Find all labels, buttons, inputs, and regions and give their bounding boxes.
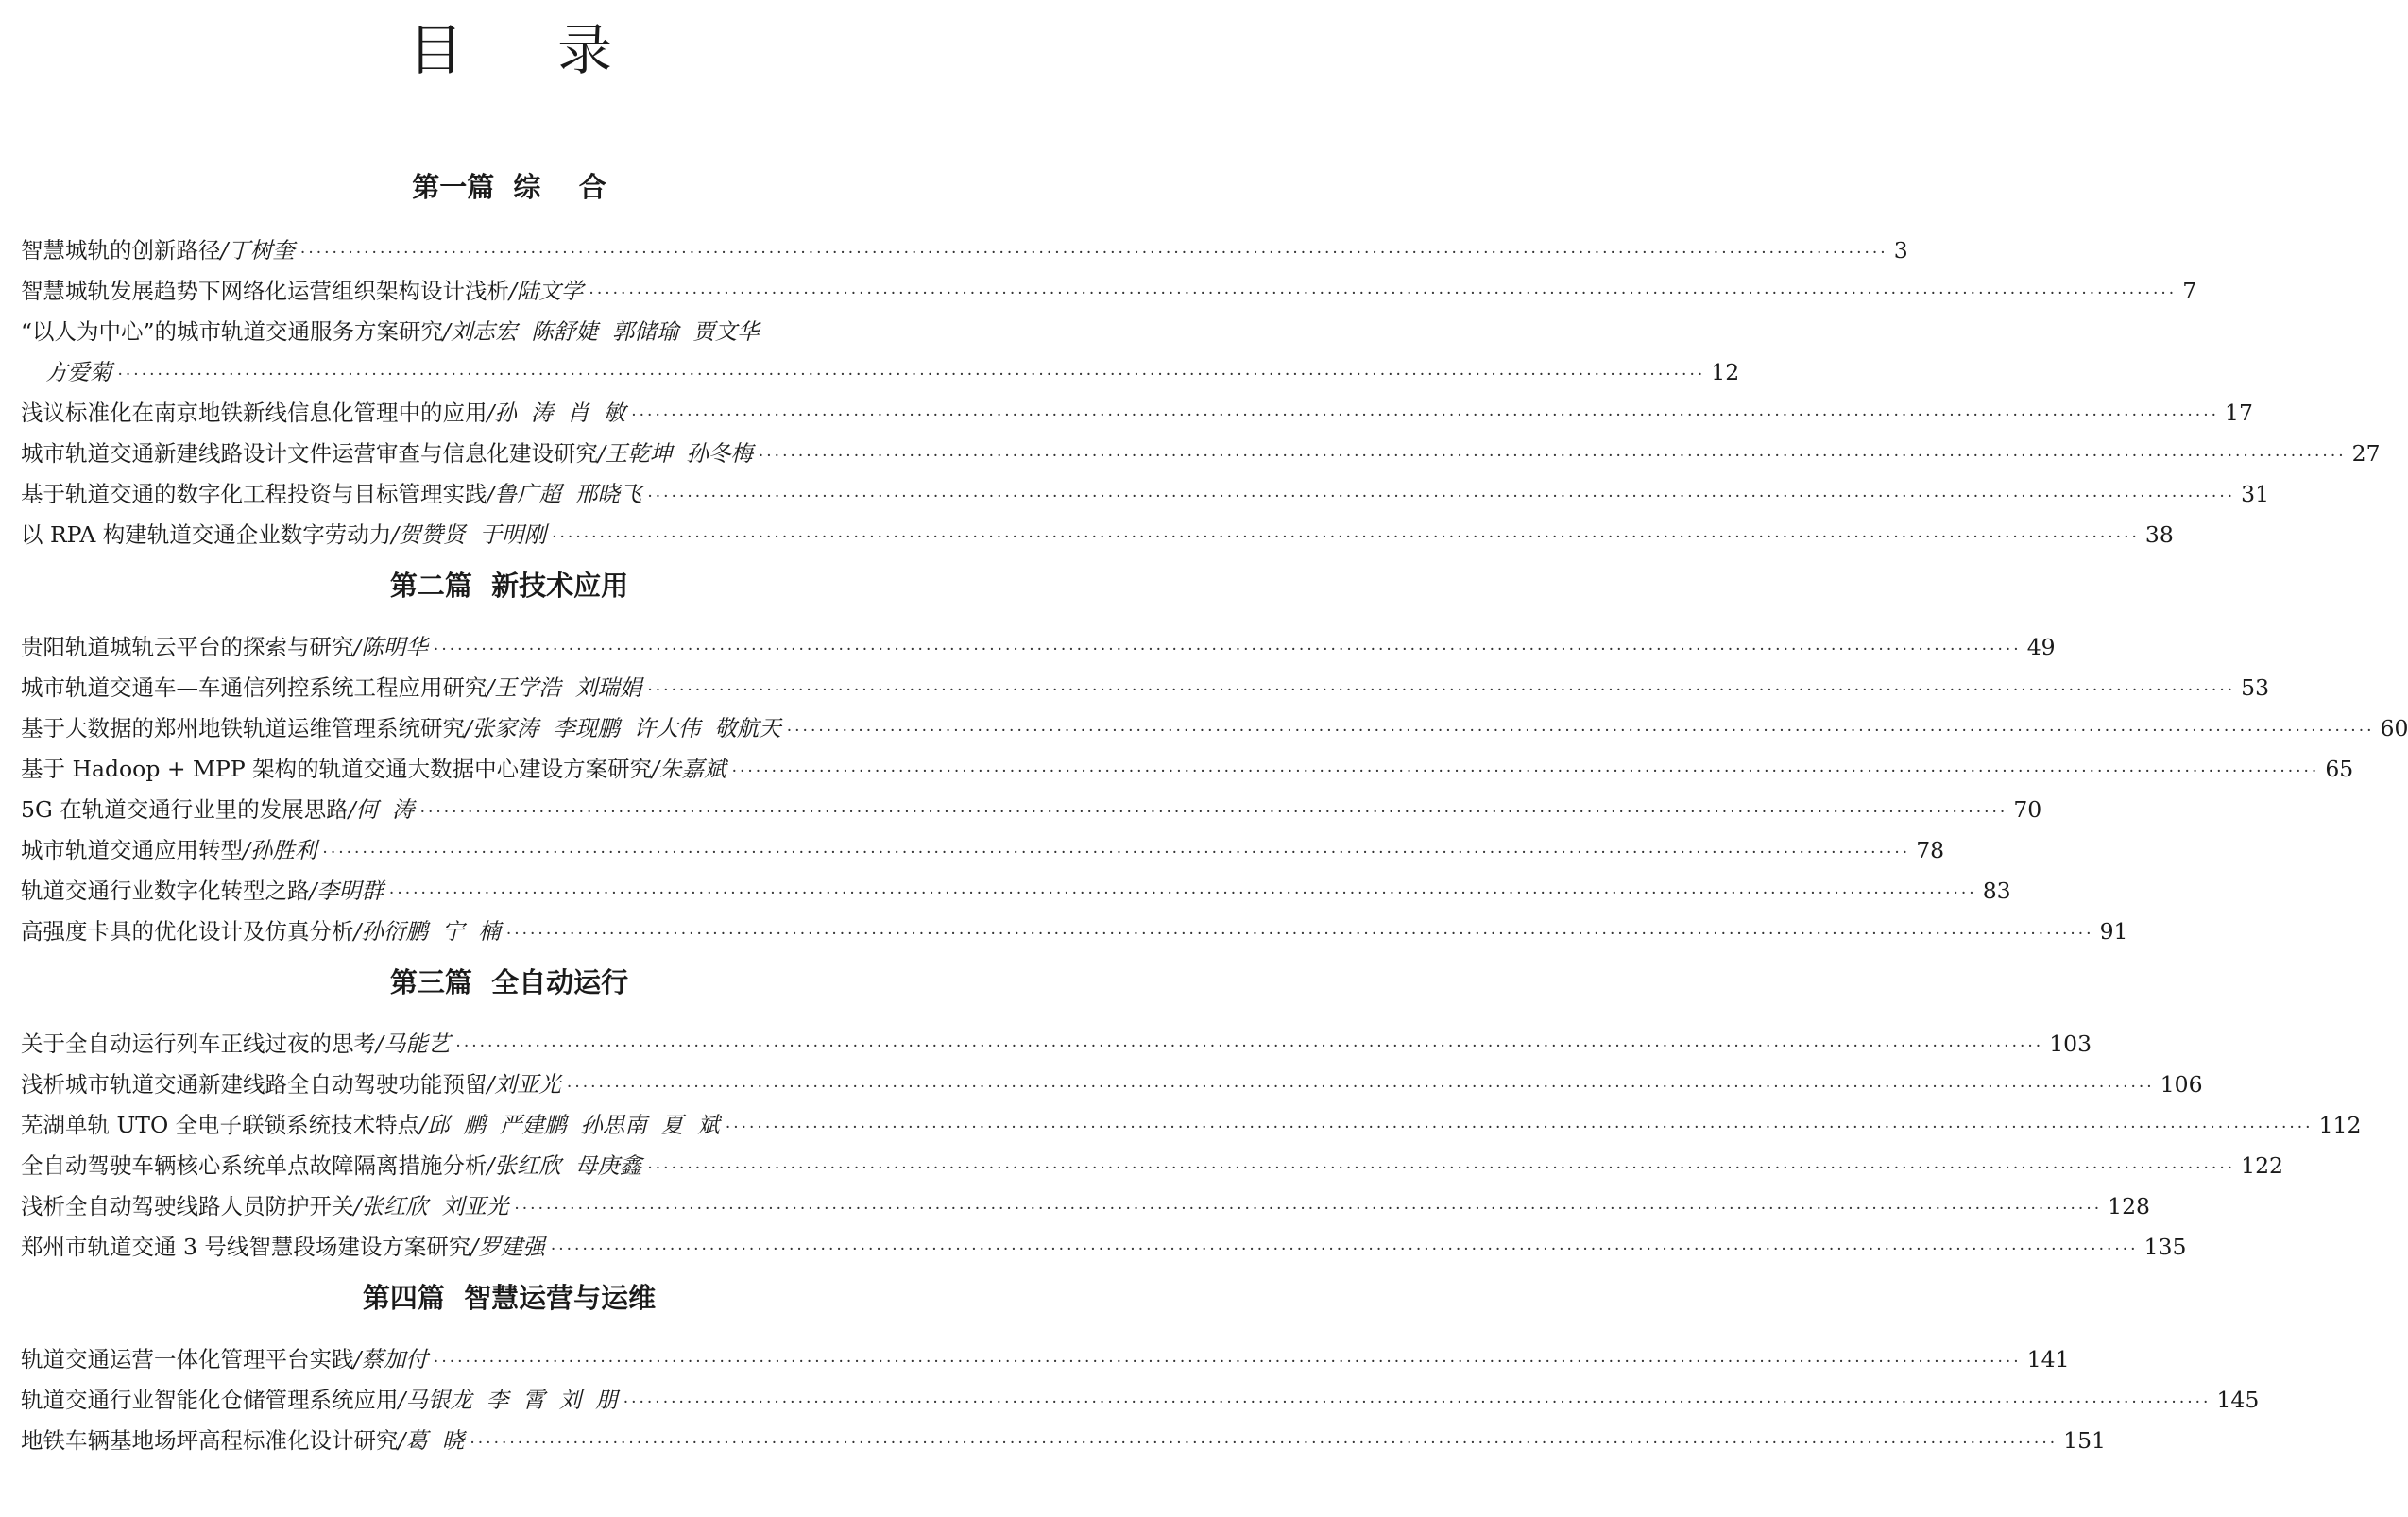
- entry-title: 郑州市轨道交通 3 号线智慧段场建设方案研究: [21, 1234, 471, 1260]
- toc-entry[interactable]: [21, 515, 2174, 555]
- page-number: 27: [2351, 440, 2381, 467]
- entry-title: “以人为中心”的城市轨道交通服务方案研究: [21, 318, 444, 345]
- entry-author: /王乾坤 孙冬梅: [598, 440, 753, 467]
- toc-entry[interactable]: [21, 749, 2354, 790]
- entry-author: /丁树奎: [220, 237, 295, 264]
- entry-author: /孙胜利: [243, 837, 317, 863]
- entry-author: /陈明华: [353, 634, 428, 660]
- dot-leader: ········································································································································································································: [117, 366, 1706, 384]
- entry-title: 浅析全自动驾驶线路人员防护开关: [21, 1193, 354, 1219]
- entry-title: 浅析城市轨道交通新建线路全自动驾驶功能预留: [21, 1071, 487, 1098]
- page-number: 128: [2108, 1193, 2150, 1219]
- toc-entry[interactable]: [21, 708, 2408, 749]
- dot-leader: ········································································································································································································: [419, 803, 2008, 822]
- dot-leader: ········································································································································································································: [647, 681, 2236, 700]
- dot-leader: ········································································································································································································: [647, 1159, 2236, 1178]
- table-of-contents: [21, 166, 2408, 1461]
- dot-leader: ········································································································································································································: [550, 1240, 2139, 1259]
- toc-entry[interactable]: [21, 912, 2128, 952]
- page-number: 78: [1916, 837, 1945, 863]
- toc-entry[interactable]: [21, 230, 1908, 271]
- page-number: 103: [2049, 1031, 2092, 1057]
- entry-title: 轨道交通运营一体化管理平台实践: [21, 1346, 354, 1372]
- toc-entry[interactable]: [21, 352, 1740, 393]
- toc-entry[interactable]: [21, 1227, 2187, 1268]
- page-number: 83: [1982, 878, 2011, 904]
- entry-author: /张红欣 母庚鑫: [487, 1152, 642, 1179]
- dot-leader: ········································································································································································································: [388, 884, 1977, 903]
- entry-title: 轨道交通行业数字化转型之路: [21, 878, 310, 904]
- page-number: 49: [2026, 634, 2056, 660]
- dot-leader: ········································································································································································································: [647, 487, 2236, 506]
- toc-entry[interactable]: [21, 668, 2270, 708]
- entry-author: /何 涛: [348, 796, 415, 823]
- page-number: 151: [2063, 1427, 2106, 1454]
- entry-title: 基于轨道交通的数字化工程投资与目标管理实践: [21, 481, 487, 507]
- entry-author: /王学浩 刘瑞娟: [487, 674, 642, 701]
- entry-title: 智慧城轨的创新路径: [21, 237, 221, 264]
- toc-entry[interactable]: [21, 434, 2381, 474]
- dot-leader: ········································································································································································································: [566, 1078, 2155, 1097]
- toc-entry[interactable]: [21, 790, 2042, 830]
- page-number: 53: [2241, 674, 2270, 701]
- dot-leader: ········································································································································································································: [731, 762, 2320, 781]
- toc-entry[interactable]: [21, 1146, 2283, 1186]
- entry-author: /刘亚光: [487, 1071, 561, 1098]
- page-number: 91: [2099, 918, 2128, 945]
- page-number: 65: [2325, 756, 2354, 782]
- entry-author: /鲁广超 邢晓飞: [487, 481, 642, 507]
- entry-title: 城市轨道交通应用转型: [21, 837, 243, 863]
- entry-title: 地铁车辆基地场坪高程标准化设计研究: [21, 1427, 399, 1454]
- entry-author: /葛 晓: [398, 1427, 465, 1454]
- entry-author: /罗建强: [470, 1234, 545, 1260]
- dot-leader: ········································································································································································································: [433, 1353, 2022, 1372]
- toc-entry[interactable]: [21, 871, 2011, 912]
- dot-leader: ········································································································································································································: [758, 447, 2347, 466]
- entry-author-continued: 方爱菊: [45, 359, 112, 385]
- page-title: 目录: [407, 18, 707, 82]
- toc-entry[interactable]: [21, 1065, 2203, 1105]
- entry-title: 轨道交通行业智能化仓储管理系统应用: [21, 1387, 399, 1413]
- entry-title: 城市轨道交通新建线路设计文件运营审查与信息化建设研究: [21, 440, 598, 467]
- entry-title: 以 RPA 构建轨道交通企业数字劳动力: [21, 521, 392, 548]
- dot-leader: ········································································································································································································: [433, 640, 2022, 659]
- entry-author: /马能艺: [376, 1031, 451, 1057]
- page-number: 31: [2241, 481, 2270, 507]
- toc-entry[interactable]: [21, 1380, 2260, 1421]
- section-heading: 第一篇 综 合: [412, 171, 606, 203]
- entry-author: /孙 涛 肖 敏: [487, 400, 626, 426]
- toc-entry[interactable]: [21, 271, 2197, 312]
- dot-leader: ········································································································································································································: [552, 528, 2140, 547]
- section-heading: 第二篇 新技术应用: [389, 570, 629, 602]
- toc-entry[interactable]: [21, 1339, 2070, 1380]
- page-number: 106: [2160, 1071, 2203, 1098]
- dot-leader: ········································································································································································································: [631, 406, 2220, 425]
- toc-entry[interactable]: [21, 1421, 2106, 1461]
- dot-leader: ········································································································································································································: [299, 244, 1888, 263]
- toc-entry[interactable]: [21, 474, 2270, 515]
- entry-title: 智慧城轨发展趋势下网络化运营组织架构设计浅析: [21, 278, 509, 304]
- dot-leader: ········································································································································································································: [505, 925, 2094, 944]
- dot-leader: ········································································································································································································: [514, 1200, 2103, 1219]
- toc-entry[interactable]: [21, 1186, 2150, 1227]
- entry-title: 全自动驾驶车辆核心系统单点故障隔离措施分析: [21, 1152, 487, 1179]
- toc-entry[interactable]: [21, 627, 2056, 668]
- toc-entry[interactable]: [21, 1105, 2362, 1146]
- entry-author: /陆文学: [509, 278, 584, 304]
- entry-title: 高强度卡具的优化设计及仿真分析: [21, 918, 354, 945]
- entry-author: /李明群: [309, 878, 384, 904]
- section-heading: 第三篇 全自动运行: [389, 966, 629, 998]
- page-number: 112: [2318, 1112, 2362, 1138]
- page-number: 60: [2380, 715, 2408, 741]
- entry-author: /张家涛 李现鹏 许大伟 敬航天: [465, 715, 781, 741]
- entry-title: 基于 Hadoop + MPP 架构的轨道交通大数据中心建设方案研究: [21, 756, 653, 782]
- entry-title: 5G 在轨道交通行业里的发展思路: [21, 796, 349, 823]
- page-number: 122: [2241, 1152, 2283, 1179]
- toc-entry[interactable]: [21, 393, 2253, 434]
- dot-leader: ········································································································································································································: [470, 1434, 2058, 1453]
- page-number: 38: [2144, 521, 2174, 548]
- page-number: 135: [2143, 1234, 2187, 1260]
- section-heading: 第四篇 智慧运营与运维: [362, 1282, 657, 1314]
- entry-title: 浅议标准化在南京地铁新线信息化管理中的应用: [21, 400, 487, 426]
- page-number: 7: [2182, 278, 2197, 304]
- entry-author: /孙衍鹏 宁 楠: [353, 918, 501, 945]
- dot-leader: ········································································································································································································: [322, 844, 1911, 862]
- entry-author: /蔡加付: [353, 1346, 428, 1372]
- entry-title: 基于大数据的郑州地铁轨道运维管理系统研究: [21, 715, 465, 741]
- entry-title: 贵阳轨道城轨云平台的探索与研究: [21, 634, 354, 660]
- entry-author: /张红欣 刘亚光: [353, 1193, 509, 1219]
- entry-title: 芜湖单轨 UTO 全电子联锁系统技术特点: [21, 1112, 420, 1138]
- page-number: 70: [2013, 796, 2042, 823]
- entry-author: /刘志宏 陈舒婕 郭储瑜 贾文华: [443, 318, 760, 345]
- page-number: 17: [2225, 400, 2253, 426]
- dot-leader: ········································································································································································································: [786, 722, 2375, 741]
- entry-title: 关于全自动运行列车正线过夜的思考: [21, 1031, 376, 1057]
- page-number: 3: [1893, 237, 1908, 264]
- dot-leader: ········································································································································································································: [725, 1118, 2314, 1137]
- entry-author: /朱嘉斌: [652, 756, 726, 782]
- entry-title: 城市轨道交通车—车通信列控系统工程应用研究: [21, 674, 487, 701]
- entry-author: /邱 鹏 严建鹏 孙思南 夏 斌: [419, 1112, 720, 1138]
- toc-entry-first-line: [21, 312, 998, 352]
- dot-leader: ········································································································································································································: [623, 1393, 2212, 1412]
- dot-leader: ········································································································································································································: [589, 284, 2177, 303]
- page-number: 145: [2216, 1387, 2260, 1413]
- toc-entry[interactable]: [21, 830, 1945, 871]
- page-number: 141: [2026, 1346, 2070, 1372]
- entry-author: /贺赞贤 于明刚: [391, 521, 547, 548]
- dot-leader: ········································································································································································································: [455, 1037, 2044, 1056]
- toc-entry[interactable]: [21, 1024, 2092, 1065]
- page-number: 12: [1711, 359, 1740, 385]
- entry-author: /马银龙 李 霄 刘 朋: [398, 1387, 618, 1413]
